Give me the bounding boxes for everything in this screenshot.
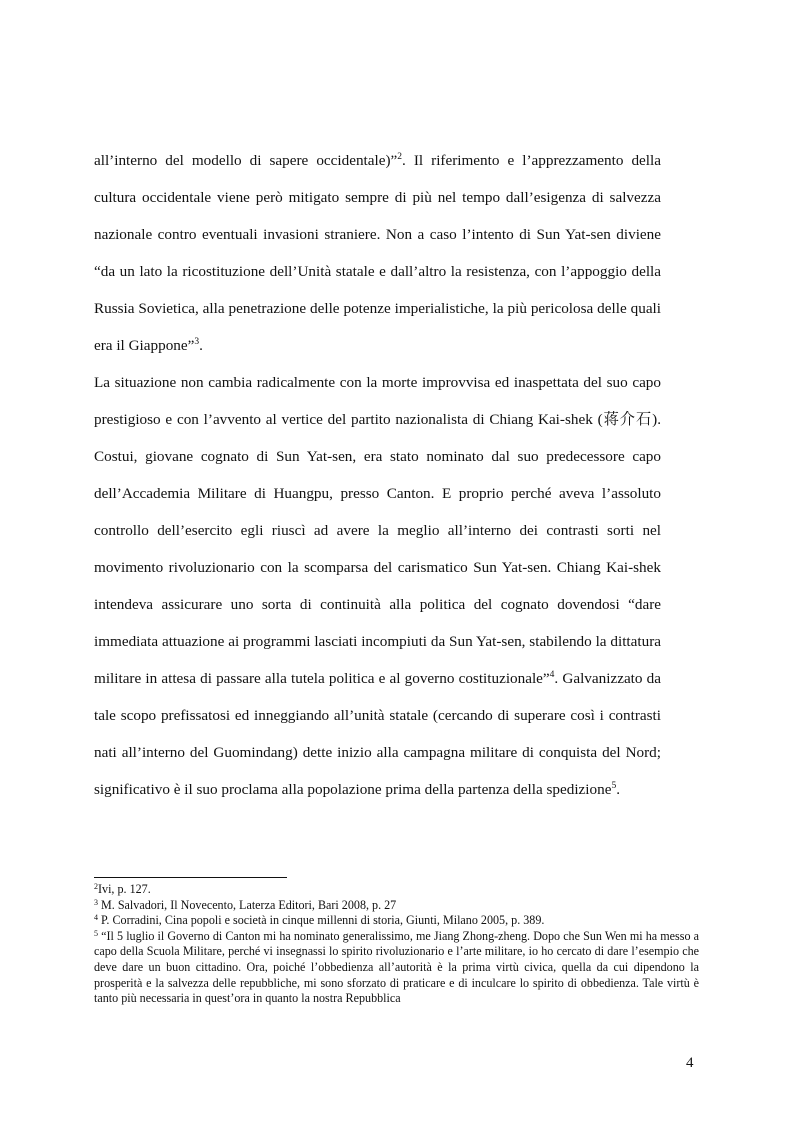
footnote-mark: 5 [94, 928, 98, 938]
footnote-separator [94, 877, 287, 878]
footnote-ref-5[interactable]: 5 [611, 781, 617, 791]
footnote-3 [94, 898, 699, 914]
page-number: 4 [686, 1055, 694, 1071]
footnote-mark: 3 [94, 897, 98, 907]
footnote-mark: 2 [94, 882, 98, 891]
footnotes [94, 882, 699, 1007]
footnote-4 [94, 913, 699, 929]
footnote-ref-4[interactable]: 4 [549, 670, 555, 680]
paragraph-2 [94, 364, 661, 808]
p2-text-3: . [616, 781, 620, 798]
footnote-5 [94, 929, 699, 1007]
footnote-ref-3[interactable]: 3 [194, 337, 200, 347]
p1-text-2: . Il riferimento e l’apprezzamento della cultura occidentale viene però mitigato sempre di più nel tempo dall’esigenza di salvezza nazionale contro eventuali invasioni straniere. Non a caso l’intento di Sun Yat-sen diviene “da un lato la ricostituzione dell’Unità statale e dall’altro la resistenza, con l’appoggio della Russia Sovietica, alla penetrazione delle potenze imperialistiche, la più pericolosa delle quali era il Giappone” [94, 152, 661, 354]
p1-text-3: . [199, 337, 203, 354]
footnote-text: “Il 5 luglio il Governo di Canton mi ha nominato generalissimo, me Jiang Zhong-zheng. Dopo che Sun Wen mi ha messo a capo della Scuola Militare, perché vi insegnassi lo spirito rivoluzionario e l’arte militare, io ho cercato di dare l’esempio che deve dare un buon cittadino. Ora, poiché l’obbedienza all’autorità è la prima virtù civica, quella da cui dipendono la prosperità e la salvezza delle repubbliche, mi sono sforzato di praticare e di inculcare lo spirito di obbedienza. Tale virtù è tanto più necessaria in quest’ora in quanto la nostra Repubblica [94, 928, 699, 1006]
paragraph-1 [94, 142, 661, 364]
p1-text-1: all’interno del modello di sapere occidentale)” [94, 152, 398, 169]
p2-text-2: . Galvanizzato da tale scopo prefissatosi ed inneggiando all’unità statale (cercando di superare così i contrasti nati all’interno del Guomindang) dette inizio alla campagna militare di conquista del Nord; significativo è il suo proclama alla popolazione prima della partenza della spedizione [94, 670, 661, 798]
footnote-2 [94, 882, 699, 898]
footnote-mark: 4 [94, 913, 98, 923]
footnote-ref-2[interactable]: 2 [397, 152, 403, 162]
main-text [94, 142, 661, 808]
p2-text-1: La situazione non cambia radicalmente con la morte improvvisa ed inaspettata del suo capo prestigioso e con l’avvento al vertice del partito nazionalista di Chiang Kai-shek (蒋介石). Costui, giovane cognato di Sun Yat-sen, era stato nominato dal suo predecessore capo dell’Accademia Militare di Huangpu, presso Canton. E proprio perché aveva l’assoluto controllo dell’esercito egli riuscì ad avere la meglio all’interno dei contrasti sorti nel movimento rivoluzionario con la scomparsa del carismatico Sun Yat-sen. Chiang Kai-shek intendeva assicurare uno sorta di continuità alla politica del cognato dovendosi “dare immediata attuazione ai programmi lasciati incompiuti da Sun Yat-sen, stabilendo la dittatura militare in attesa di passare alla tutela politica e al governo costituzionale” [94, 374, 661, 687]
footnote-text: Ivi, p. 127. [98, 882, 151, 896]
footnote-text: M. Salvadori, Il Novecento, Laterza Editori, Bari 2008, p. 27 [98, 897, 397, 912]
footnote-text: P. Corradini, Cina popoli e società in cinque millenni di storia, Giunti, Milano 2005, p. 389. [98, 913, 545, 928]
